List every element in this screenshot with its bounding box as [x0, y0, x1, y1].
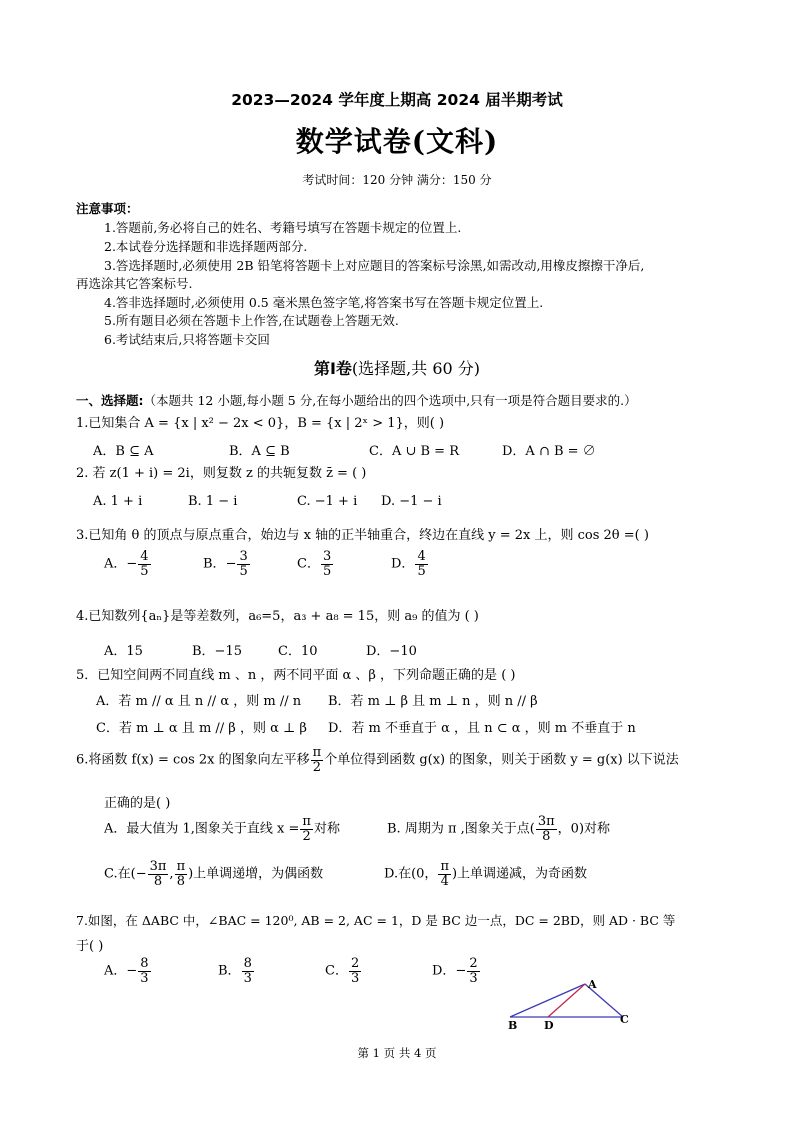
denominator: 3	[469, 970, 478, 986]
triangle-figure	[500, 970, 650, 1036]
question-7-stem: 7.如图，在 ΔABC 中，∠BAC = 120⁰, AB = 2, AC = 1，D 是 BC 边一点，DC = 2BD，则 AD · BC 等	[76, 913, 676, 928]
numerator: 8	[243, 956, 252, 971]
q1-option-a: A．B ⊆ A	[93, 444, 154, 459]
q5-option-d: D．若 m 不垂直于 α ，且 n ⊂ α ，则 m 不垂直于 n	[328, 721, 636, 736]
denominator: 5	[140, 563, 149, 579]
q6-option-d	[384, 860, 587, 888]
part-heading-text: （本题共 12 小题,每小题 5 分,在每小题给出的四个选项中,只有一项是符合题目要求的.）	[143, 393, 637, 408]
q4-option-b: B．−15	[192, 644, 242, 659]
q6-option-d-fraction	[438, 860, 451, 888]
exam-title: 数学试卷(文科)	[295, 125, 499, 158]
q4-option-a: A．15	[104, 644, 143, 659]
numerator: 2	[350, 956, 360, 971]
numerator: 3π	[149, 859, 167, 874]
q3-option-c	[297, 550, 334, 578]
q4-option-d: D．−10	[366, 644, 417, 659]
label-d: D	[544, 1019, 554, 1032]
q6-stem-part-1: 6.将函数 f(x) = cos 2x 的图象向左平移	[76, 752, 310, 768]
numerator: 4	[417, 549, 426, 564]
denominator: 5	[239, 563, 248, 579]
q3-option-a-sign: −	[126, 556, 138, 572]
q1-option-d: D．A ∩ B = ∅	[502, 444, 596, 459]
numerator: π	[312, 745, 322, 760]
denominator: 4	[440, 873, 449, 889]
q7-option-a-label: A．	[104, 963, 127, 979]
q6-option-b-tail: ，0)对称	[557, 821, 611, 837]
question-7-stem-cont: 于( )	[76, 939, 104, 954]
q6-option-a-text: A．最大值为 1,图象关于直线 x =	[104, 821, 300, 837]
section-heading-bold: 第Ⅰ卷	[313, 359, 352, 378]
question-2-stem: 2. 若 z(1 + i) = 2i，则复数 z 的共轭复数 z̄ = ( )	[76, 466, 367, 481]
notice-title: 注意事项：	[76, 201, 139, 216]
numerator: 3	[322, 549, 332, 564]
exam-header: 2023—2024 学年度上期高 2024 届半期考试	[231, 91, 563, 109]
notice-item: 3.答选择题时,必须使用 2B 铅笔将答题卡上对应题目的答案标号涂黑,如需改动,用橡皮擦擦干净后,	[104, 258, 645, 273]
q3-option-c-fraction	[321, 550, 333, 578]
q6-stem-part-2: 个单位得到函数 g(x) 的图象，则关于函数 y = g(x) 以下说法	[324, 752, 679, 768]
question-6-stem-cont: 正确的是( )	[104, 796, 171, 811]
q7-option-a-sign: −	[126, 963, 138, 979]
q6-option-d-text: D.在(0，	[384, 866, 438, 882]
q7-option-d	[432, 957, 481, 985]
exam-info: 考试时间：120 分钟 满分：150 分	[302, 173, 492, 187]
denominator: 8	[176, 873, 185, 889]
question-5-stem: 5．已知空间两不同直线 m 、n ，两不同平面 α 、β ，下列命题正确的是 ( )	[76, 668, 516, 683]
question-3-stem: 3.已知角 θ 的顶点与原点重合，始边与 x 轴的正半轴重合，终边在直线 y = 2x 上，则 cos 2θ =( )	[76, 528, 649, 543]
q4-option-c: C．10	[278, 644, 318, 659]
q1-option-b: B．A ⊆ B	[229, 444, 290, 459]
q2-option-d: D. −1 − i	[381, 494, 442, 509]
denominator: 3	[350, 970, 360, 986]
q3-option-b-label: B．	[203, 556, 226, 572]
q7-option-d-fraction	[467, 957, 479, 985]
q7-option-d-sign: −	[455, 963, 467, 979]
denominator: 8	[542, 828, 551, 844]
numerator: π	[176, 859, 186, 874]
q6-option-c-text: C.在(−	[104, 866, 147, 882]
numerator: 4	[140, 549, 149, 564]
page-footer: 第 1 页 共 4 页	[357, 1046, 437, 1060]
q5-option-c: C．若 m ⊥ α 且 m // β ，则 α ⊥ β	[96, 721, 307, 736]
q2-option-a: A. 1 + i	[93, 494, 143, 509]
q6-option-b-text: B. 周期为 π ,图象关于点(	[387, 821, 535, 837]
q6-option-a	[104, 815, 340, 843]
question-6-stem	[76, 746, 679, 774]
numerator: 8	[140, 956, 149, 971]
q5-option-a: A．若 m // α 且 n // α ，则 m // n	[96, 694, 302, 709]
q7-option-b	[218, 957, 255, 985]
q7-option-a	[104, 957, 152, 985]
notice-item: 再选涂其它答案标号.	[76, 276, 193, 291]
denominator: 5	[322, 563, 332, 579]
q7-option-d-label: D．	[432, 963, 456, 979]
notice-item: 2.本试卷分选择题和非选择题两部分.	[104, 239, 308, 254]
q2-option-c: C. −1 + i	[297, 494, 358, 509]
label-b: B	[508, 1019, 518, 1032]
q6-option-d-tail: )上单调递减，为奇函数	[451, 866, 588, 882]
q6-option-c-fraction-1	[148, 860, 169, 888]
q3-option-a-fraction	[138, 550, 150, 578]
q1-option-c: C．A ∪ B = R	[369, 444, 459, 459]
numerator: 3π	[537, 814, 555, 829]
q6-option-b-fraction	[536, 815, 557, 843]
segment-ab	[510, 984, 585, 1017]
part-heading	[76, 391, 637, 409]
q6-option-a-fraction	[300, 815, 313, 843]
question-4-stem: 4.已知数列{aₙ}是等差数列，a₆=5，a₃ + a₈ = 15，则 a₉ 的值为 ( )	[76, 609, 479, 624]
question-1-stem: 1.已知集合 A = {x | x² − 2x < 0}，B = {x | 2ˣ > 1}，则( )	[76, 416, 445, 431]
q3-option-b	[203, 550, 251, 578]
denominator: 8	[153, 873, 163, 889]
numerator: π	[302, 814, 311, 829]
segment-ad	[548, 984, 585, 1017]
q7-option-c-label: C．	[325, 963, 348, 979]
q3-option-d-fraction	[415, 550, 427, 578]
numerator: 2	[469, 956, 478, 971]
q6-option-a-tail: 对称	[313, 821, 340, 837]
q3-option-d-label: D．	[391, 556, 415, 572]
denominator: 3	[140, 970, 149, 986]
denominator: 2	[302, 828, 311, 844]
q7-option-c-fraction	[349, 957, 361, 985]
q7-option-b-label: B．	[218, 963, 241, 979]
q6-option-c: C.在(− $\frac{3\pi}{8}$ , $\frac{\pi}{8}$ )上单调递增，为偶函数	[104, 859, 324, 889]
q6-shift-fraction	[311, 746, 324, 774]
q3-option-a-label: A．	[104, 556, 127, 572]
q6-option-b	[387, 815, 610, 843]
section-heading	[0, 356, 794, 379]
q7-option-b-fraction	[242, 957, 254, 985]
q6-option-c-tail: )上单调递增，为偶函数	[188, 866, 324, 882]
q3-option-a	[104, 550, 152, 578]
q3-option-c-label: C．	[297, 556, 320, 572]
numerator: π	[440, 859, 449, 874]
label-c: C	[620, 1013, 629, 1026]
notice-item: 4.答非选择题时,必须使用 0.5 毫米黑色签字笔,将答案书写在答题卡规定位置上.	[104, 295, 544, 310]
notice-item: 1.答题前,务必将自己的姓名、考籍号填写在答题卡规定的位置上.	[104, 220, 462, 235]
notice-item: 5.所有题目必须在答题卡上作答,在试题卷上答题无效.	[104, 313, 399, 328]
q3-option-b-sign: −	[225, 556, 237, 572]
section-heading-rest: (选择题,共 60 分)	[351, 359, 481, 378]
denominator: 5	[417, 563, 426, 579]
q5-option-b: B．若 m ⊥ β 且 m ⊥ n ，则 n // β	[328, 694, 538, 709]
notice-item: 6.考试结束后,只将答题卡交回	[104, 332, 270, 347]
q7-option-c	[325, 957, 362, 985]
part-heading-bold: 一、选择题:	[76, 393, 144, 408]
label-a: A	[588, 978, 597, 991]
q7-option-a-fraction	[138, 957, 150, 985]
q3-option-b-fraction	[237, 550, 249, 578]
q2-option-b: B. 1 − i	[188, 494, 238, 509]
numerator: 3	[239, 549, 248, 564]
q3-option-d	[391, 550, 429, 578]
denominator: 3	[243, 970, 252, 986]
denominator: 2	[312, 759, 322, 775]
q6-option-c-fraction-2	[175, 860, 188, 888]
